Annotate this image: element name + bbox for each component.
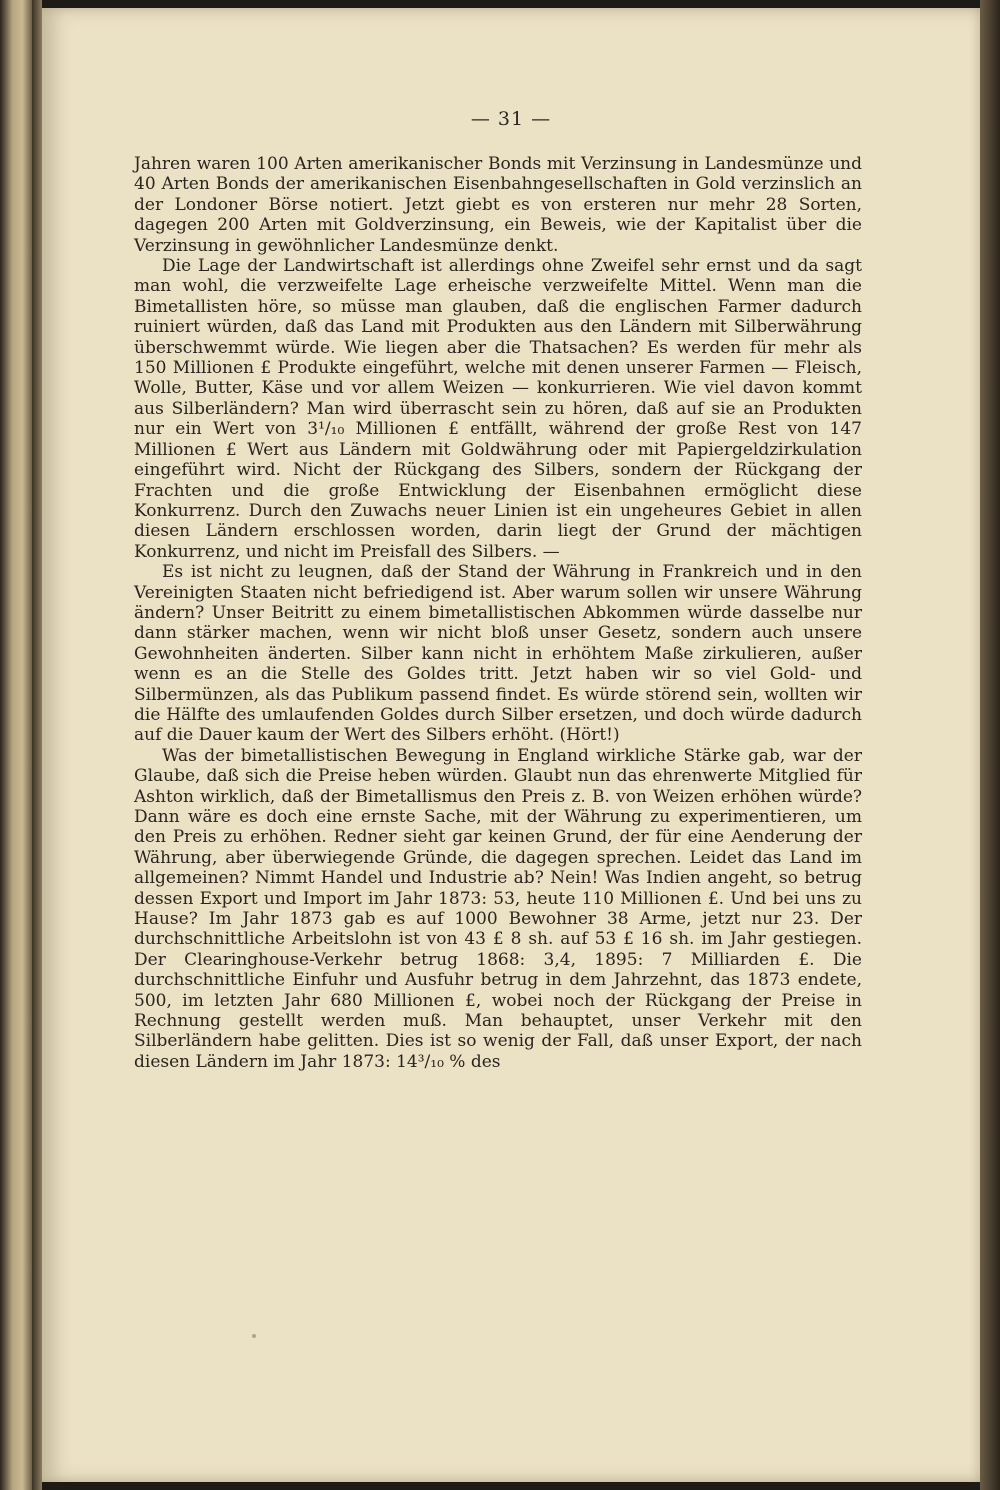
paragraph-4: Was der bimetallistischen Bewegung in England wirkliche Stärke gab, war der Glaube, daß sich die Preise heben würden. Glaubt nun das ehrenwerte Mitglied für Ashton wirklich, daß der Bimetallismus den Preis z. B. von Weizen erhöhen würde? Dann wäre es doch eine ernste Sache, mit der Währung zu experimentieren, um den Preis zu erhöhen. Redner sieht gar keinen Grund, der für eine Aenderung der Währung, aber überwiegende Gründe, die dagegen sprechen. Leidet das Land im allgemeinen? Nimmt Handel und Industrie ab? Nein! Was Indien angeht, so betrug dessen Export und Import im Jahr 1873: 53, heute 110 Millionen £. Und bei uns zu Hause? Im Jahr 1873 gab es auf 1000 Bewohner 38 Arme, jetzt nur 23. Der durchschnittliche Arbeitslohn ist von 43 £ 8 sh. auf 53 £ 16 sh. im Jahr gestiegen. Der Clearinghouse-Verkehr betrug 1868: 3,4, 1895: 7 Milliarden £. Die durchschnittliche Einfuhr und Ausfuhr betrug in dem Jahrzehnt, das 1873 endete, 500, im letzten Jahr 680 Millionen £, wobei noch der Rückgang der Preise in Rechnung gestellt werden muß. Man behauptet, unser Verkehr mit den Silberländern habe gelitten. Dies ist so wenig der Fall, daß unser Export, der nach diesen Ländern im Jahr 1873: 14³/₁₀ % des — [134, 745, 862, 1072]
book-page — [42, 8, 980, 1482]
paragraph-3: Es ist nicht zu leugnen, daß der Stand der Währung in Frankreich und in den Vereinigten Staaten nicht befriedigend ist. Aber warum sollen wir unsere Währung ändern? Unser Beitritt zu einem bimetallistischen Abkommen würde dasselbe nur dann stärker machen, wenn wir nicht bloß unser Gesetz, sondern auch unsere Gewohnheiten änderten. Silber kann nicht in erhöhtem Maße zirkulieren, außer wenn es an die Stelle des Goldes tritt. Jetzt haben wir so viel Gold- und Silbermünzen, als das Publikum passend findet. Es würde störend sein, wollten wir die Hälfte des umlaufenden Goldes durch Silber ersetzen, und doch würde dadurch auf die Dauer kaum der Wert des Silbers erhöht. (Hört!) — [134, 562, 862, 746]
previous-page-edge — [0, 0, 32, 1490]
book-gutter — [32, 0, 42, 1490]
paragraph-2: Die Lage der Landwirtschaft ist allerdings ohne Zweifel sehr ernst und da sagt man wohl, die verzweifelte Lage erheische verzweifelte Mittel. Wenn man die Bimetallisten höre, so müsse man glauben, daß die englischen Farmer dadurch ruiniert würden, daß das Land mit Produkten aus den Ländern mit Silberwährung überschwemmt würde. Wie liegen aber die Thatsachen? Es werden für mehr als 150 Millionen £ Produkte eingeführt, welche mit denen unserer Farmen — Fleisch, Wolle, Butter, Käse und vor allem Weizen — konkurrieren. Wie viel davon kommt aus Silberländern? Man wird überrascht sein zu hören, daß auf sie an Produkten nur ein Wert von 3¹/₁₀ Millionen £ entfällt, während der große Rest von 147 Millionen £ Wert aus Ländern mit Goldwährung oder mit Papiergeldzirkulation eingeführt wird. Nicht der Rückgang des Silbers, sondern der Rückgang der Frachten und die große Entwicklung der Eisenbahnen ermöglicht diese Konkurrenz. Durch den Zuwachs neuer Linien ist ein ungeheures Gebiet in allen diesen Ländern erschlossen worden, darin liegt der Grund der mächtigen Konkurrenz, und nicht im Preisfall des Silbers. — — [134, 256, 862, 562]
paragraph-1: Jahren waren 100 Arten amerikanischer Bonds mit Verzinsung in Landesmünze und 40 Arten Bonds der amerikanischen Eisenbahngesellschaften in Gold verzinslich an der Londoner Börse notiert. Jetzt giebt es von ersteren nur mehr 28 Sorten, dagegen 200 Arten mit Goldverzinsung, ein Beweis, wie der Kapitalist über die Verzinsung in gewöhnlicher Landesmünze denkt. — [134, 154, 862, 256]
paper-speck — [252, 1334, 256, 1338]
page-body — [134, 154, 862, 1072]
page-shadow — [980, 0, 1000, 1490]
page-number: — 31 — — [470, 108, 552, 130]
